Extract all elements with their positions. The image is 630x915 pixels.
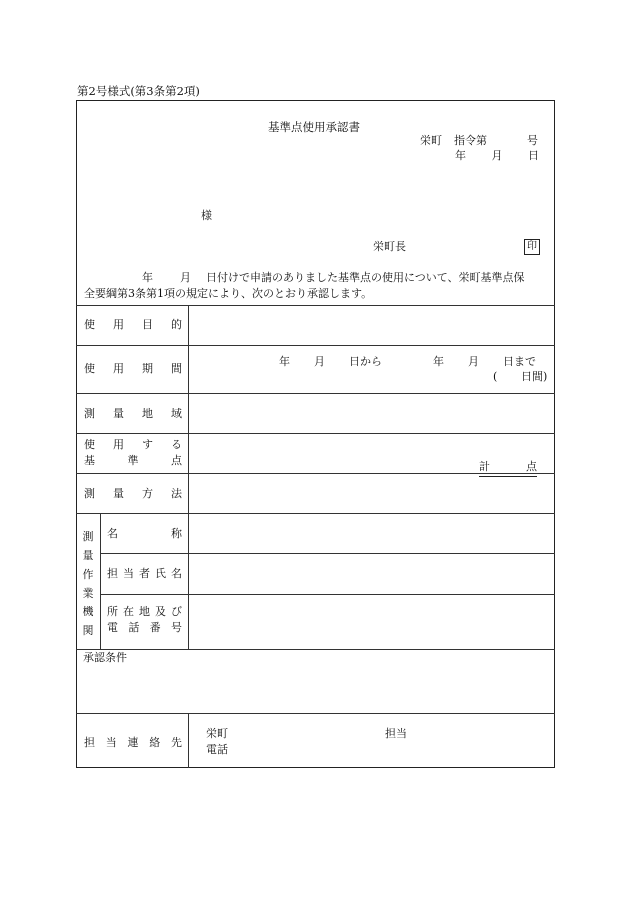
issuing-town: 栄町 xyxy=(420,134,442,147)
label-char: 目 xyxy=(142,318,153,331)
label-char: 氏 xyxy=(155,567,166,580)
period-end-day: 日まで xyxy=(503,355,536,368)
period-start-month: 月 xyxy=(314,355,325,368)
contact-text xyxy=(49,0,54,1)
contact-in-charge: 担当 xyxy=(385,727,407,740)
label-approval-conditions: 承認条件 xyxy=(83,651,127,664)
contact-phone: 電話 xyxy=(206,743,228,756)
row-divider xyxy=(76,713,555,714)
statement-month: 月 xyxy=(180,271,191,284)
label-char: 期 xyxy=(142,362,153,375)
label-char: 業 xyxy=(82,586,94,600)
org-person-text xyxy=(34,0,39,1)
label-char: 使 xyxy=(84,362,95,375)
label-org-name xyxy=(107,527,182,542)
label-char: 機 xyxy=(82,605,94,619)
form-number-label: 第2号様式(第3条第2項) xyxy=(77,84,200,98)
issue-date xyxy=(455,149,539,164)
label-char: 域 xyxy=(171,407,182,420)
label-char: 在 xyxy=(123,605,134,618)
label-contact xyxy=(84,736,182,751)
total-label: 計 xyxy=(479,460,490,473)
issue-year: 年 xyxy=(455,149,466,162)
label-address-line-2 xyxy=(107,621,182,636)
label-char: 用 xyxy=(113,318,124,331)
period-days-open: ( xyxy=(493,370,498,383)
period-end-year: 年 xyxy=(433,355,444,368)
org-group-divider xyxy=(100,513,101,649)
label-purpose xyxy=(84,318,182,333)
label-column-divider xyxy=(188,713,189,768)
label-char: 地 xyxy=(139,605,150,618)
label-char: 地 xyxy=(142,407,153,420)
row-labels-text xyxy=(0,0,54,1)
statement-text: 日付けで申請のありました基準点の使用について、栄町基準点保 xyxy=(206,271,525,284)
label-points-line-1 xyxy=(84,438,182,453)
label-char: 所 xyxy=(107,605,118,618)
label-char: 量 xyxy=(82,548,94,562)
label-char: 絡 xyxy=(149,736,161,749)
label-char: 測 xyxy=(84,487,95,500)
label-char: 基 xyxy=(84,454,95,467)
label-char: 当 xyxy=(105,736,117,749)
period-end-month: 月 xyxy=(468,355,479,368)
row-divider xyxy=(76,305,555,306)
label-char: 担 xyxy=(84,736,95,749)
directive-number-label: 指令第 xyxy=(454,134,487,147)
label-char: 量 xyxy=(113,487,124,500)
row-divider xyxy=(76,513,555,514)
label-char: 法 xyxy=(171,487,182,500)
label-char: 号 xyxy=(170,621,182,634)
period-start-year: 年 xyxy=(279,355,290,368)
label-period xyxy=(84,362,182,377)
label-points-line-2 xyxy=(84,454,182,469)
label-char: 方 xyxy=(142,487,153,500)
label-survey-org-group xyxy=(80,530,96,639)
label-char: 連 xyxy=(127,736,139,749)
issuer-title: 栄町長 xyxy=(373,240,406,253)
label-char: 先 xyxy=(171,736,182,749)
label-char: 名 xyxy=(171,567,182,580)
label-char: 作 xyxy=(82,567,94,581)
label-char: 番 xyxy=(149,621,161,634)
approval-form-frame xyxy=(76,100,555,768)
label-char: 測 xyxy=(84,407,95,420)
issue-month: 月 xyxy=(491,149,503,162)
label-survey-area xyxy=(84,407,182,422)
label-char: び xyxy=(171,605,182,618)
label-survey-method xyxy=(84,487,182,502)
label-column-divider xyxy=(188,305,189,649)
addressee-honorific: 様 xyxy=(201,209,212,222)
label-char: 用 xyxy=(113,438,124,451)
statement-year: 年 xyxy=(142,271,153,284)
point-unit: 点 xyxy=(526,460,537,473)
label-char: 及 xyxy=(155,605,166,618)
issue-day: 日 xyxy=(528,149,539,162)
label-char: 称 xyxy=(171,527,182,540)
row-divider xyxy=(76,345,555,346)
label-char: 量 xyxy=(113,407,124,420)
period-start-day: 日から xyxy=(349,355,382,368)
label-char: 使 xyxy=(84,438,95,451)
row-divider xyxy=(100,553,555,554)
label-address-line-1 xyxy=(107,605,182,620)
label-char: 名 xyxy=(107,527,118,540)
row-divider xyxy=(76,433,555,434)
label-char: 点 xyxy=(171,454,182,467)
number-suffix: 号 xyxy=(527,134,538,147)
points-total xyxy=(479,460,537,477)
label-char: 用 xyxy=(113,362,124,375)
document-title: 基準点使用承認書 xyxy=(268,120,360,134)
seal-stamp: 印 xyxy=(524,239,540,255)
label-char: 電 xyxy=(107,621,118,634)
label-person-in-charge xyxy=(107,567,182,582)
approval-statement-line-1 xyxy=(84,270,550,286)
label-char: る xyxy=(171,438,182,451)
label-char: 使 xyxy=(84,318,95,331)
period-days-close: 日間) xyxy=(521,370,548,383)
approval-statement xyxy=(84,270,550,302)
row-divider xyxy=(76,393,555,394)
label-char: 関 xyxy=(82,624,94,638)
row-divider xyxy=(100,594,555,595)
label-char: 者 xyxy=(139,567,150,580)
label-char: 当 xyxy=(123,567,134,580)
label-char: 話 xyxy=(128,621,140,634)
label-char: 的 xyxy=(171,318,182,331)
label-char: す xyxy=(142,438,153,451)
contact-town: 栄町 xyxy=(206,727,228,740)
approval-statement-line-2: 全要綱第3条第1項の規定により、次のとおり承認します。 xyxy=(84,287,373,300)
label-char: 間 xyxy=(171,362,182,375)
label-char: 準 xyxy=(127,454,139,467)
label-char: 測 xyxy=(82,530,94,543)
label-char: 担 xyxy=(107,567,118,580)
row-divider xyxy=(76,649,555,650)
